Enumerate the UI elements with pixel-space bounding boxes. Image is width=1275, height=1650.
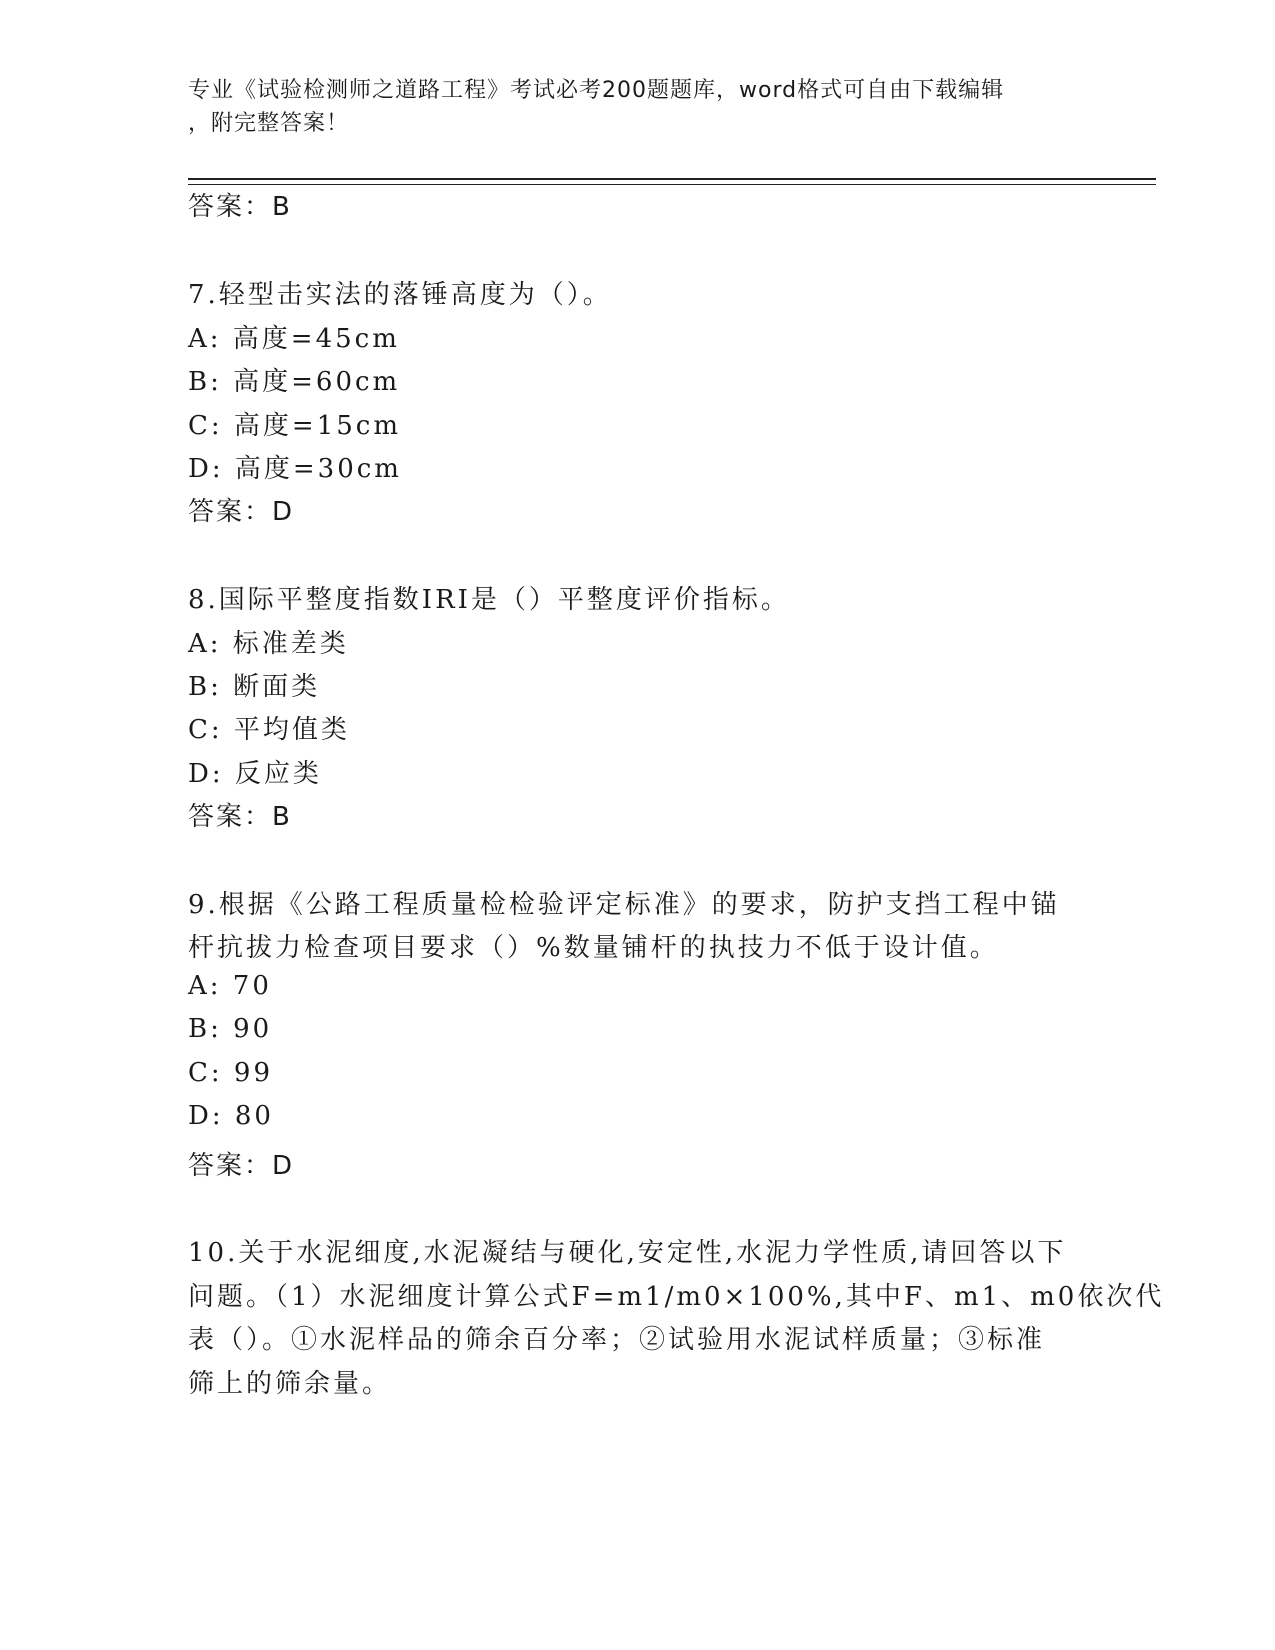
question-8-option-d: D: 反应类	[188, 759, 322, 789]
header-divider-thin	[188, 184, 1156, 185]
question-9-answer: 答案：D	[188, 1151, 295, 1181]
header-line-1: 专业《试验检测师之道路工程》考试必考200题题库，word格式可自由下载编辑	[188, 78, 1005, 103]
question-7-option-b: B: 高度=60cm	[188, 367, 401, 397]
question-10-stem-line-3: 表（）。①水泥样品的筛余百分率；②试验用水泥试样质量；③标准	[188, 1325, 1046, 1355]
question-8-option-a: A: 标准差类	[188, 629, 349, 659]
question-9-stem-line-2: 杆抗拔力检查项目要求（）%数量铺杆的执技力不低于设计值。	[188, 933, 999, 963]
question-10-stem-line-2: 问题。（1）水泥细度计算公式F=m1/m0×100%,其中F、m1、m0依次代	[188, 1282, 1165, 1312]
question-7-option-a: A: 高度=45cm	[188, 324, 400, 354]
question-9-stem-line-1: 9.根据《公路工程质量检检验评定标准》的要求，防护支挡工程中锚	[188, 890, 1060, 920]
question-8-option-b: B: 断面类	[188, 672, 321, 702]
header-divider-thick	[188, 178, 1156, 180]
question-9-option-a: A: 70	[188, 971, 272, 1001]
header-line-2: ，附完整答案！	[188, 111, 350, 136]
question-8-option-c: C: 平均值类	[188, 715, 350, 745]
question-9-option-c: C: 99	[188, 1058, 274, 1088]
question-8-stem: 8.国际平整度指数IRI是（）平整度评价指标。	[188, 585, 790, 615]
document-header	[188, 74, 1078, 140]
question-9-option-d: D: 80	[188, 1101, 274, 1131]
question-7-option-d: D: 高度=30cm	[188, 454, 402, 484]
question-7-answer: 答案：D	[188, 497, 295, 527]
question-10-stem-line-4: 筛上的筛余量。	[188, 1369, 392, 1399]
question-9-option-b: B: 90	[188, 1014, 273, 1044]
question-10-stem-line-1: 10.关于水泥细度,水泥凝结与硬化,安定性,水泥力学性质,请回答以下	[188, 1238, 1067, 1268]
question-7-stem: 7.轻型击实法的落锤高度为（）。	[188, 280, 612, 310]
previous-answer: 答案：B	[188, 192, 292, 222]
question-7-option-c: C: 高度=15cm	[188, 411, 402, 441]
question-8-answer: 答案：B	[188, 802, 292, 832]
